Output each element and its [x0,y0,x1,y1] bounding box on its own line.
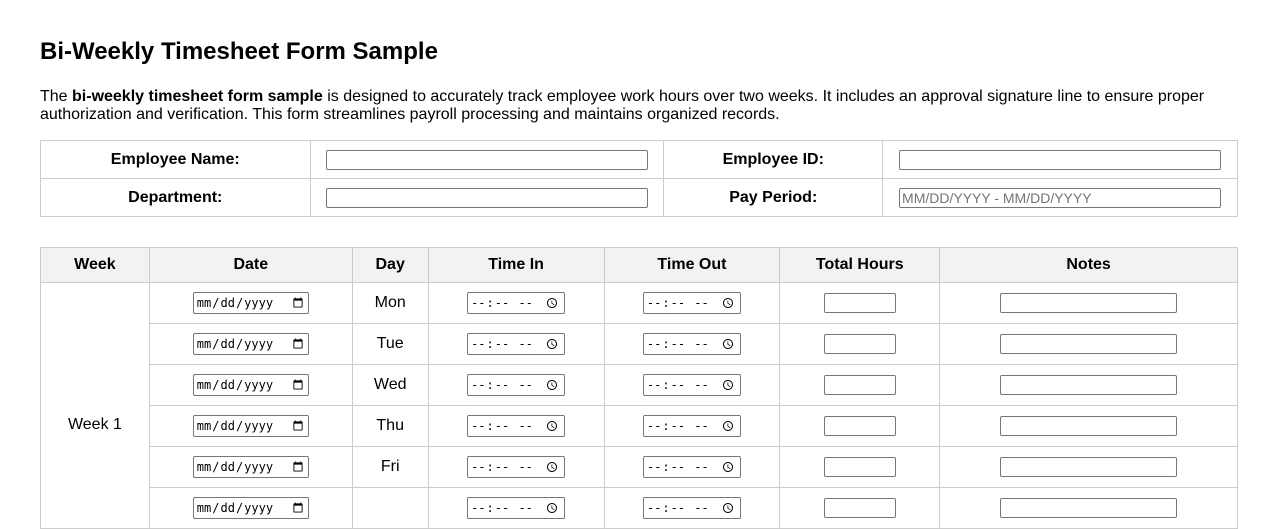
notes-input[interactable] [1000,375,1177,395]
pay-period-label: Pay Period: [664,179,883,217]
week-label: Week 1 [41,283,150,529]
intro-text: The [40,88,73,105]
day-label: Fri [352,447,428,488]
page-title: Bi-Weekly Timesheet Form Sample [40,38,438,65]
header-day: Day [352,248,428,283]
employee-name-label: Employee Name: [41,141,311,179]
header-total-hours: Total Hours [780,248,940,283]
time-out-input[interactable] [643,497,741,519]
total-hours-input[interactable] [824,498,896,518]
department-input[interactable] [326,188,648,208]
time-in-input[interactable] [467,415,565,437]
table-row [41,488,1238,529]
total-hours-input[interactable] [824,334,896,354]
day-label [352,488,428,529]
day-label: Mon [352,283,428,324]
table-row [41,365,1238,406]
header-time-out: Time Out [604,248,780,283]
time-out-input[interactable] [643,374,741,396]
intro-paragraph [40,88,1240,124]
day-label: Thu [352,406,428,447]
notes-input[interactable] [1000,293,1177,313]
time-out-input[interactable] [643,456,741,478]
time-out-input[interactable] [643,292,741,314]
total-hours-input[interactable] [824,293,896,313]
table-row [41,283,1238,324]
notes-input[interactable] [1000,498,1177,518]
employee-id-label: Employee ID: [664,141,883,179]
employee-id-input[interactable] [899,150,1221,170]
table-row [41,447,1238,488]
notes-input[interactable] [1000,457,1177,477]
total-hours-input[interactable] [824,416,896,436]
time-out-input[interactable] [643,333,741,355]
time-in-input[interactable] [467,292,565,314]
time-in-input[interactable] [467,497,565,519]
time-out-input[interactable] [643,415,741,437]
total-hours-input[interactable] [824,375,896,395]
pay-period-input[interactable] [899,188,1221,208]
employee-info-table [40,140,1238,217]
time-in-input[interactable] [467,456,565,478]
date-input[interactable] [193,456,309,478]
day-label: Wed [352,365,428,406]
timesheet-table [40,247,1238,529]
time-in-input[interactable] [467,374,565,396]
header-time-in: Time In [428,248,604,283]
date-input[interactable] [193,292,309,314]
notes-input[interactable] [1000,416,1177,436]
table-row [41,324,1238,365]
total-hours-input[interactable] [824,457,896,477]
employee-name-input[interactable] [326,150,648,170]
intro-bold-text: bi-weekly timesheet form sample [72,88,323,105]
day-label: Tue [352,324,428,365]
header-notes: Notes [940,248,1238,283]
table-row [41,406,1238,447]
date-input[interactable] [193,415,309,437]
intro-text-rest: is designed to accurately track employee work hours over two weeks. It includes an approval signature line to ensure proper authorization and verification. This form streamlines payroll processing and maintains organized records. [40,88,1205,123]
notes-input[interactable] [1000,334,1177,354]
date-input[interactable] [193,497,309,519]
date-input[interactable] [193,333,309,355]
date-input[interactable] [193,374,309,396]
time-in-input[interactable] [467,333,565,355]
header-date: Date [149,248,352,283]
header-week: Week [41,248,150,283]
department-label: Department: [41,179,311,217]
